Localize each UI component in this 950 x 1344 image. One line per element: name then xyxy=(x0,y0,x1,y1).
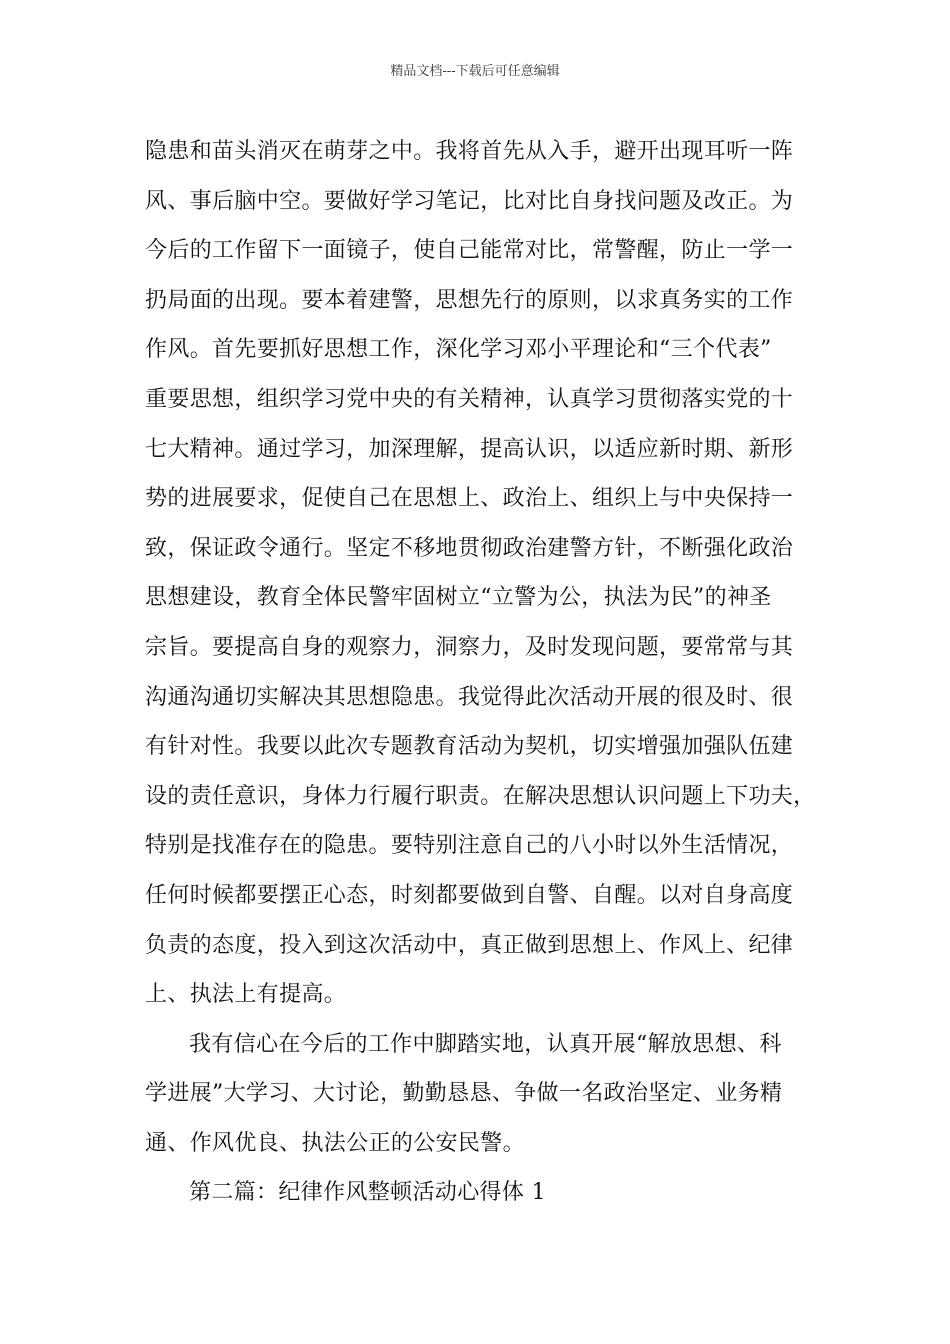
paragraph-line: 有针对性。我要以此次专题教育活动为契机，切实增强加强队伍建 xyxy=(145,734,794,760)
paragraph-line: 隐患和苗头消灭在萌芽之中。我将首先从入手，避开出现耳听一阵 xyxy=(145,139,794,164)
paragraph-line: 扔局面的出现。要本着建警，思想先行的原则，以求真务实的工作 xyxy=(145,287,794,313)
paragraph-line: 风、事后脑中空。要做好学习笔记，比对比自身找问题及改正。为 xyxy=(145,188,794,214)
paragraph-line: 七大精神。通过学习，加深理解，提高认识，以适应新时期、新形 xyxy=(145,436,794,462)
paragraph-line: 负责的态度，投入到这次活动中，真正做到思想上、作风上、纪律 xyxy=(145,932,794,958)
paragraph-line: 宗旨。要提高自身的观察力，洞察力，及时发现问题，要常常与其 xyxy=(145,634,794,660)
paragraph-line: 学进展”大学习、大讨论，勤勤恳恳、争做一名政治坚定、业务精 xyxy=(145,1081,783,1107)
paragraph-line: 任何时候都要摆正心态，时刻都要做到自警、自醒。以对自身高度 xyxy=(145,882,794,908)
section-heading: 第二篇：纪律作风整顿活动心得体 1 xyxy=(189,1180,546,1206)
paragraph-line: 致，保证政令通行。坚定不移地贯彻政治建警方针，不断强化政治 xyxy=(145,535,794,561)
paragraph-line: 设的责任意识，身体力行履行职责。在解决思想认识问题上下功夫， xyxy=(145,783,816,809)
paragraph-line: 重要思想，组织学习党中央的有关精神，认真学习贯彻落实党的十 xyxy=(145,386,794,412)
page-header: 精品文档---下载后可任意编辑 xyxy=(390,64,560,79)
paragraph-line: 通、作风优良、执法公正的公安民警。 xyxy=(145,1130,525,1156)
paragraph-line: 特别是找准存在的隐患。要特别注意自己的八小时以外生活情况， xyxy=(145,833,794,859)
paragraph-line: 我有信心在今后的工作中脚踏实地，认真开展“解放思想、科 xyxy=(189,1031,782,1057)
paragraph-line: 上、执法上有提高。 xyxy=(145,982,347,1008)
document-body xyxy=(145,127,825,1218)
paragraph-line: 沟通沟通切实解决其思想隐患。我觉得此次活动开展的很及时、很 xyxy=(145,684,794,710)
paragraph-line: 今后的工作留下一面镜子，使自己能常对比，常警醒，防止一学一 xyxy=(145,238,794,264)
paragraph-line: 作风。首先要抓好思想工作，深化学习邓小平理论和“三个代表” xyxy=(145,337,772,363)
paragraph-line: 势的进展要求，促使自己在思想上、政治上、组织上与中央保持一 xyxy=(145,486,794,512)
paragraph-line: 思想建设，教育全体民警牢固树立“立警为公，执法为民”的神圣 xyxy=(145,585,772,611)
